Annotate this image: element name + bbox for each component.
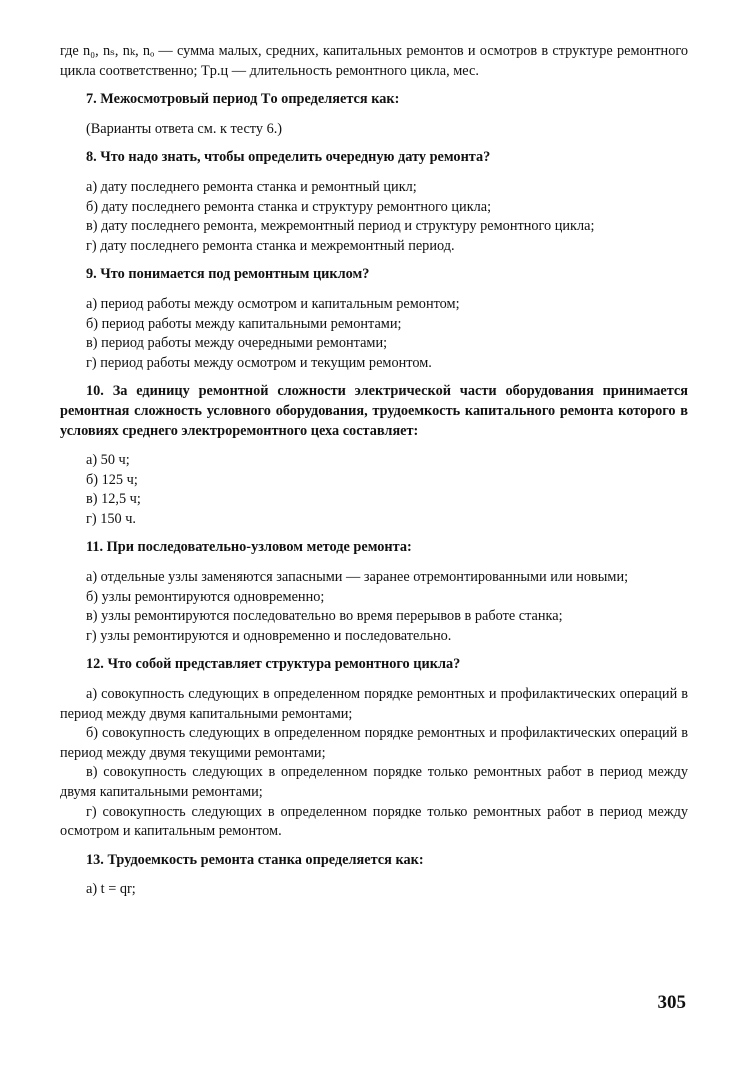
answer-option: б) совокупность следующих в определенном порядке ремонтных и профилактических операций в период между двумя текущими ремонтами; [60, 725, 688, 761]
answer-option: в) дату последнего ремонта, межремонтный период и структуру ремонтного цикла; [86, 218, 595, 235]
answer-option: б) 125 ч; [86, 471, 138, 488]
answer-option: г) 150 ч. [86, 510, 136, 527]
answer-option: г) период работы между осмотром и текущим ремонтом. [86, 354, 432, 371]
answer-option: в) узлы ремонтируются последовательно во время перерывов в работе станка; [86, 608, 563, 625]
answer-option: а) 50 ч; [86, 452, 130, 469]
answer-option: в) совокупность следующих в определенном порядке только ремонтных работ в период между двумя капитальными ремонтами; [60, 764, 688, 800]
answer-option: а) период работы между осмотром и капитальным ремонтом; [86, 295, 460, 312]
question-7: 7. Межосмотровый период Tо определяется как: [86, 91, 400, 108]
answer-option: г) узлы ремонтируются и одновременно и последовательно. [86, 627, 452, 644]
question-13: 13. Трудоемкость ремонта станка определяется как: [86, 851, 424, 868]
page-body [60, 42, 688, 900]
answer-option: г) дату последнего ремонта станка и межремонтный период. [86, 237, 455, 254]
answer-option: а) совокупность следующих в определенном порядке ремонтных и профилактических операций в период между двумя капитальными ремонтами; [60, 686, 688, 722]
answer-option: а) отдельные узлы заменяются запасными — заранее отремонтированными или новыми; [86, 569, 629, 586]
question-10: 10. За единицу ремонтной сложности электрической части оборудования принимается ремонтная сложность условного оборудования, трудоемкость капитального ремонта которого в условиях среднего электроремонтного цеха составляет: [60, 383, 688, 439]
page-number: 305 [657, 992, 686, 1013]
answer-option: б) дату последнего ремонта станка и структуру ремонтного цикла; [86, 198, 492, 215]
question-7-note: (Варианты ответа см. к тесту 6.) [86, 120, 283, 137]
question-9: 9. Что понимается под ремонтным циклом? [86, 266, 370, 283]
answer-option: б) узлы ремонтируются одновременно; [86, 588, 325, 605]
answer-option: б) период работы между капитальными ремонтами; [86, 315, 402, 332]
answer-option: г) совокупность следующих в определенном порядке только ремонтных работ в период между осмотром и капитальным ремонтом. [60, 803, 688, 840]
answer-option: а) t = qr; [86, 881, 136, 898]
intro-paragraph: где n₀, nₛ, nₖ, nₒ — сумма малых, средних, капитальных ремонтов и осмотров в структуре ремонтного цикла соответственно; Tр.ц — длительность ремонтного цикла, мес. [60, 43, 688, 79]
question-8: 8. Что надо знать, чтобы определить очередную дату ремонта? [86, 149, 491, 166]
answer-option: в) 12,5 ч; [86, 491, 141, 508]
question-12: 12. Что собой представляет структура ремонтного цикла? [86, 656, 461, 673]
question-11: 11. При последовательно-узловом методе ремонта: [86, 539, 412, 556]
answer-option: в) период работы между очередными ремонтами; [86, 335, 388, 352]
answer-option: а) дату последнего ремонта станка и ремонтный цикл; [86, 178, 417, 195]
